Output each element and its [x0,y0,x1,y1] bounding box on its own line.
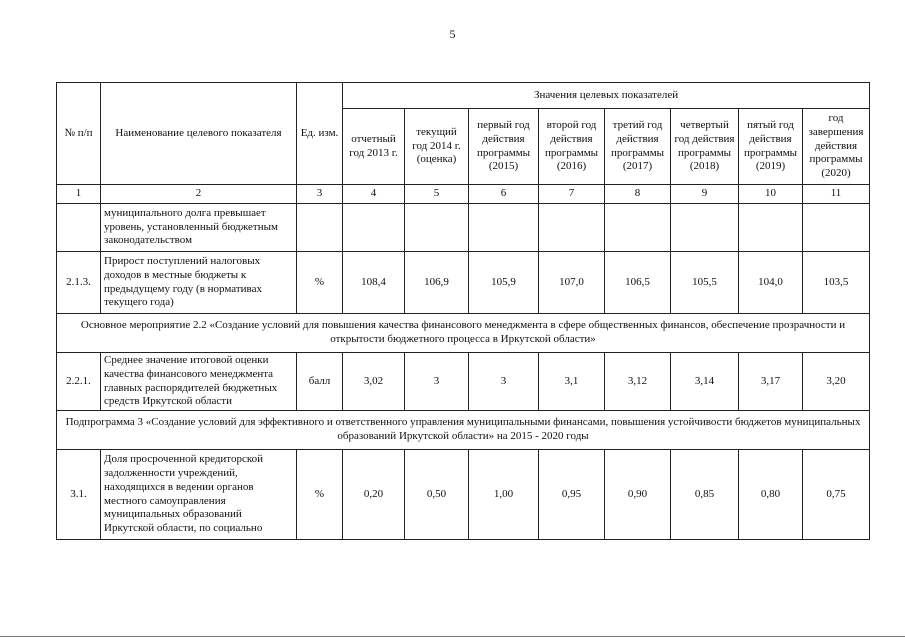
value-cell: 0,20 [343,450,405,540]
table-row-2-2-1 [57,353,870,411]
section-title: Основное мероприятие 2.2 «Создание условий для повышения качества финансового менеджмента в сфере общественных финансов, обеспечение прозрачности и открытости бюджетного процесса в Иркутской области» [57,314,870,353]
column-number: 8 [605,185,671,204]
indicators-table-wrapper [56,82,870,540]
header-year-2017: третий год действия программы (2017) [605,109,671,185]
row-number-cell [57,204,101,252]
target-indicators-table [56,82,870,540]
value-cell: 3,02 [343,353,405,411]
value-cell [343,204,405,252]
value-cell [469,204,539,252]
column-number: 2 [101,185,297,204]
value-cell [803,204,870,252]
value-cell: 106,9 [405,252,469,314]
section-row-subprogram-3 [57,411,870,450]
header-values-group: Значения целевых показателей [343,83,870,109]
table-row-continuation [57,204,870,252]
row-number-cell: 2.1.3. [57,252,101,314]
indicator-name-cell: Среднее значение итоговой оценки качества финансового менеджмента главных распорядителей бюджетных средств Иркутской области [101,353,297,411]
column-number: 7 [539,185,605,204]
value-cell: 3,14 [671,353,739,411]
unit-cell [297,204,343,252]
unit-cell: % [297,252,343,314]
value-cell: 1,00 [469,450,539,540]
column-number: 3 [297,185,343,204]
value-cell: 0,90 [605,450,671,540]
value-cell [605,204,671,252]
value-cell: 0,80 [739,450,803,540]
unit-cell: балл [297,353,343,411]
section-row-measure-2-2 [57,314,870,353]
table-row-2-1-3 [57,252,870,314]
indicator-name-cell: Прирост поступлений налоговых доходов в местные бюджеты к предыдущему году (в нормативах текущего года) [101,252,297,314]
column-number: 6 [469,185,539,204]
value-cell: 105,9 [469,252,539,314]
value-cell: 3 [405,353,469,411]
header-col-unit: Ед. изм. [297,83,343,185]
value-cell: 107,0 [539,252,605,314]
column-numbers-row [57,185,870,204]
table-row-3-1 [57,450,870,540]
header-year-2015: первый год действия программы (2015) [469,109,539,185]
value-cell: 103,5 [803,252,870,314]
row-number-cell: 2.2.1. [57,353,101,411]
value-cell [539,204,605,252]
column-number: 1 [57,185,101,204]
value-cell: 104,0 [739,252,803,314]
value-cell: 3,12 [605,353,671,411]
value-cell: 0,95 [539,450,605,540]
value-cell: 105,5 [671,252,739,314]
row-number-cell: 3.1. [57,450,101,540]
page-number: 5 [449,27,456,41]
section-title: Подпрограмма 3 «Создание условий для эффективного и ответственного управления муниципальными финансами, повышения устойчивости бюджетов муниципальных образований Иркутской области» на 2015 - 2020 годы [57,411,870,450]
header-year-2014: текущий год 2014 г. (оценка) [405,109,469,185]
indicator-name-cell: Доля просроченной кредиторской задолженности учреждений, находящихся в ведении органов местного самоуправления муниципальных образований Иркутской области, по социально [101,450,297,540]
header-col-indicator-name: Наименование целевого показателя [101,83,297,185]
value-cell: 106,5 [605,252,671,314]
header-year-2019: пятый год действия программы (2019) [739,109,803,185]
indicator-name-cell: муниципального долга превышает уровень, установленный бюджетным законодательством [101,204,297,252]
value-cell: 3,20 [803,353,870,411]
value-cell: 3,17 [739,353,803,411]
value-cell: 0,75 [803,450,870,540]
column-number: 10 [739,185,803,204]
header-year-2013: отчетный год 2013 г. [343,109,405,185]
value-cell: 108,4 [343,252,405,314]
column-number: 11 [803,185,870,204]
value-cell [671,204,739,252]
header-year-2016: второй год действия программы (2016) [539,109,605,185]
value-cell: 0,50 [405,450,469,540]
value-cell [739,204,803,252]
value-cell [405,204,469,252]
header-year-2020: год завершения действия программы (2020) [803,109,870,185]
value-cell: 0,85 [671,450,739,540]
value-cell: 3 [469,353,539,411]
unit-cell: % [297,450,343,540]
value-cell: 3,1 [539,353,605,411]
column-number: 9 [671,185,739,204]
column-number: 5 [405,185,469,204]
header-col-number: № п/п [57,83,101,185]
header-year-2018: четвертый год действия программы (2018) [671,109,739,185]
column-number: 4 [343,185,405,204]
header-row-top [57,83,870,109]
scan-bottom-edge-line [0,636,905,637]
